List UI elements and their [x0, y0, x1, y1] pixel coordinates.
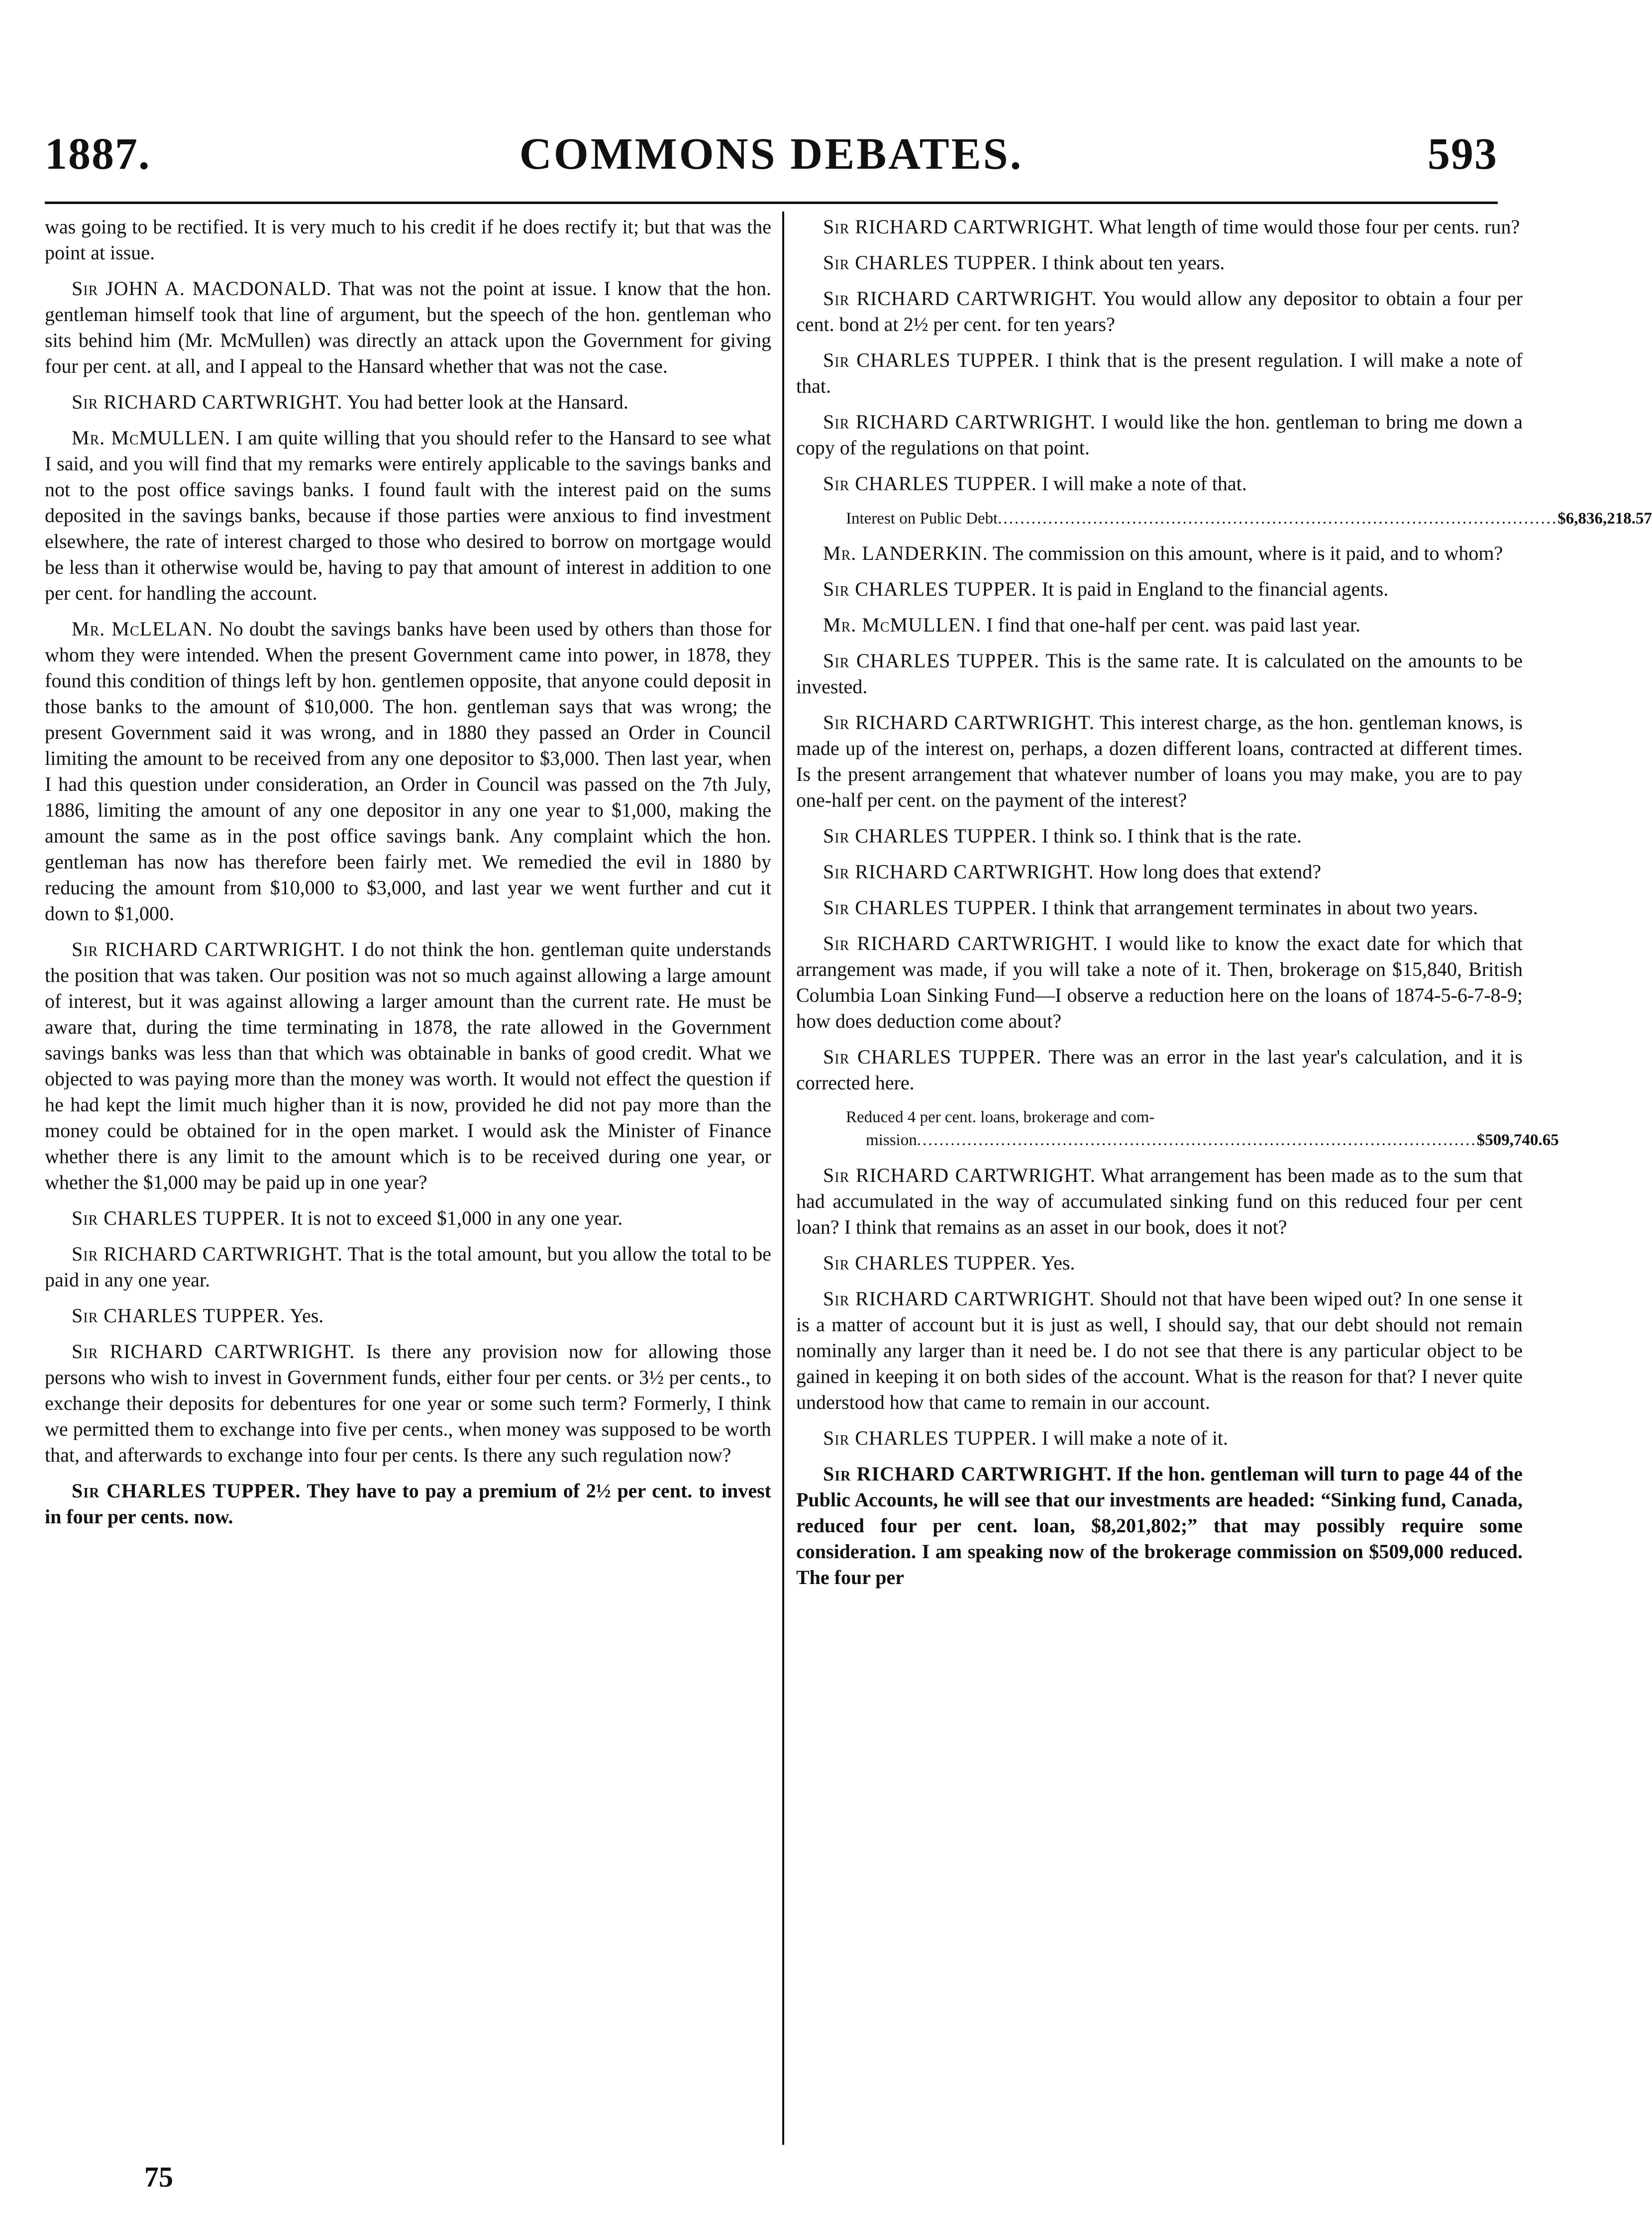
- paragraph: Sir RICHARD CARTWRIGHT. You had better look at the Hansard.: [72, 391, 628, 413]
- speaker-name: Sir RICHARD CARTWRIGHT.: [823, 1463, 1112, 1485]
- signature-mark: 75: [144, 2161, 173, 2193]
- speaker-name: Sir RICHARD CARTWRIGHT.: [72, 938, 345, 960]
- paragraph: Sir RICHARD CARTWRIGHT. That is the total amount, but you allow the total to be paid in any one year.: [45, 1243, 771, 1291]
- paragraph: Sir RICHARD CARTWRIGHT. This interest charge, as the hon. gentleman knows, is made up of the interest on, perhaps, a dozen different loans, contracted at different times. Is the present arrangement that whatever number of loans you may make, you are to pay one-half per cent. on the payment of the interest?: [796, 711, 1523, 811]
- paragraph: Sir RICHARD CARTWRIGHT. You would allow any depositor to obtain a four per cent. bond at 2½ per cent. for ten years?: [796, 287, 1523, 335]
- paragraph: Sir RICHARD CARTWRIGHT. I would like to know the exact date for which that arrangement was made, if you will take a note of it. Then, brokerage on $15,840, British Columbia Loan Sinking Fund—I observe a reduction here on the loans of 1874-5-6-7-8-9; how does deduction come about?: [796, 932, 1523, 1032]
- estimate-item-amount: $509,740.65: [1476, 1131, 1559, 1149]
- paragraph: Sir CHARLES TUPPER. This is the same rate. It is calculated on the amounts to be invested.: [796, 649, 1523, 698]
- header-page-number: 593: [1428, 129, 1498, 179]
- speaker-name: Sir RICHARD CARTWRIGHT.: [823, 932, 1098, 954]
- speaker-name: Sir RICHARD CARTWRIGHT.: [823, 411, 1096, 433]
- speaker-name: Sir RICHARD CARTWRIGHT.: [823, 1164, 1096, 1186]
- speaker-name: Sir RICHARD CARTWRIGHT.: [72, 1243, 343, 1265]
- paragraph: Sir CHARLES TUPPER. Yes.: [72, 1304, 324, 1327]
- speaker-name: Sir CHARLES TUPPER.: [823, 251, 1037, 274]
- speaker-name: Sir CHARLES TUPPER.: [823, 896, 1037, 919]
- paragraph: Sir RICHARD CARTWRIGHT. What length of time would those four per cents. run?: [823, 215, 1520, 238]
- paragraph: Sir RICHARD CARTWRIGHT. I do not think the hon. gentleman quite understands the position that was taken. Our position was not so much against allowing a large amount of interest, but it was against allowing a larger amount than the current rate. He must be aware that, during the time terminating in 1878, the rate allowed in the Government savings banks was less than that which was obtainable in banks of good credit. What we objected to was paying more than the money was worth. It would not effect the question if he had kept the limit much higher than it is now, provided he did not pay more than the money could be obtained for in the open market. I would ask the Minister of Finance whether there is any limit to the amount which is to be received during one year, or whether the $1,000 may be paid up in one year?: [45, 938, 772, 1193]
- paragraph: Sir CHARLES TUPPER. Yes.: [823, 1252, 1075, 1274]
- paragraph: Sir CHARLES TUPPER. They have to pay a premium of 2½ per cent. to invest in four per cents. now.: [45, 1480, 771, 1528]
- estimate-item-interest: [846, 507, 1652, 530]
- paragraph: Sir CHARLES TUPPER. I will make a note of that.: [823, 472, 1247, 495]
- speaker-name: Sir CHARLES TUPPER.: [823, 825, 1037, 847]
- header-rule: [45, 202, 1498, 204]
- speaker-name: Sir RICHARD CARTWRIGHT.: [823, 711, 1095, 734]
- speaker-name: Sir CHARLES TUPPER.: [823, 649, 1040, 672]
- estimate-item-label: Reduced 4 per cent. loans, brokerage and com-: [846, 1108, 1155, 1126]
- paragraph: Sir CHARLES TUPPER. I will make a note of it.: [823, 1427, 1229, 1449]
- paragraph: Mr. McLELAN. No doubt the savings banks have been used by others than those for whom they were intended. When the present Government came into power, in 1878, they found this condition of things left by hon. gentlemen opposite, that anyone could deposit in those banks to the amount of $10,000. The hon. gentleman says that was wrong; the present Government said it was wrong, and in 1880 they passed an Order in Council limiting the amount to be received from any one depositor to $3,000. Then last year, when I had this question under consideration, an Order in Council was passed on the 7th July, 1886, limiting the amount of any one depositor in any one year to $1,000, making the amount the same as in the post office savings bank. Any complaint which the hon. gentleman has now has therefore been fairly met. We remedied the evil in 1880 by reducing the amount from $10,000 to $3,000, and last year we went further and cut it down to $1,000.: [45, 618, 772, 925]
- estimate-item-label-cont: mission: [866, 1131, 917, 1149]
- speaker-name: Sir RICHARD CARTWRIGHT.: [72, 391, 343, 413]
- paragraph: Sir CHARLES TUPPER. I think so. I think that is the rate.: [823, 825, 1302, 847]
- speaker-name: Sir RICHARD CARTWRIGHT.: [823, 860, 1094, 883]
- speaker-name: Sir CHARLES TUPPER.: [72, 1480, 301, 1502]
- paragraph: Sir CHARLES TUPPER. I think about ten years.: [823, 251, 1225, 274]
- paragraph: Sir RICHARD CARTWRIGHT. What arrangement has been made as to the sum that had accumulated in the way of accumulated sinking fund on this reduced four per cent loan? I think that remains as an asset in our book, does it not?: [796, 1164, 1523, 1238]
- paragraph: Sir CHARLES TUPPER. There was an error in the last year's calculation, and it is corrected here.: [796, 1046, 1523, 1094]
- estimate-item-amount: $6,836,218.57: [1557, 510, 1652, 528]
- header-title: COMMONS DEBATES.: [519, 129, 1024, 179]
- speaker-name: Sir CHARLES TUPPER.: [823, 1252, 1037, 1274]
- paragraph: Sir CHARLES TUPPER. It is not to exceed $1,000 in any one year.: [72, 1207, 623, 1229]
- speaker-name: Sir CHARLES TUPPER.: [823, 349, 1040, 371]
- right-column: [796, 214, 1652, 2155]
- estimate-item-reduced-loans: [846, 1106, 1559, 1152]
- paragraph: Sir CHARLES TUPPER. I think that arrangement terminates in about two years.: [823, 896, 1478, 919]
- paragraph: Mr. LANDERKIN. The commission on this amount, where is it paid, and to whom?: [823, 542, 1503, 564]
- paragraph: Sir RICHARD CARTWRIGHT. If the hon. gentleman will turn to page 44 of the Public Accounts, he will see that our investments are headed: “Sinking fund, Canada, reduced four per cent. loan, $8,201,802;” that may possibly require some consideration. I am speaking now of the brokerage commission on $509,000 reduced. The four per: [796, 1463, 1523, 1589]
- left-column: [45, 214, 771, 2155]
- speaker-name: Mr. McMULLEN.: [823, 614, 982, 636]
- paragraph: Sir CHARLES TUPPER. I think that is the present regulation. I will make a note of that.: [796, 349, 1523, 397]
- speaker-name: Sir CHARLES TUPPER.: [823, 578, 1037, 600]
- speaker-name: Sir RICHARD CARTWRIGHT.: [823, 1287, 1095, 1310]
- paragraph: Sir RICHARD CARTWRIGHT. How long does that extend?: [823, 860, 1322, 883]
- speaker-name: Sir CHARLES TUPPER.: [72, 1304, 286, 1327]
- estimate-item-label: Interest on Public Debt: [846, 510, 998, 528]
- column-divider: [782, 212, 784, 2145]
- speaker-name: Sir CHARLES TUPPER.: [823, 472, 1037, 495]
- paragraph: Sir CHARLES TUPPER. It is paid in England to the financial agents.: [823, 578, 1389, 600]
- paragraph: Sir RICHARD CARTWRIGHT. I would like the hon. gentleman to bring me down a copy of the regulations on that point.: [796, 411, 1523, 459]
- speaker-name: Sir RICHARD CARTWRIGHT.: [823, 287, 1097, 310]
- speaker-name: Sir RICHARD CARTWRIGHT.: [823, 215, 1094, 238]
- speaker-name: Sir JOHN A. MACDONALD.: [72, 277, 332, 300]
- paragraph: was going to be rectified. It is very much to his credit if he does rectify it; but that was the point at issue.: [45, 215, 771, 264]
- paragraph: Mr. McMULLEN. I am quite willing that you should refer to the Hansard to see what I said, and you will find that my remarks were entirely applicable to the savings banks and not to the post office savings banks. I found fault with the interest paid on the sums deposited in the savings banks, because if those parties were anxious to find investment elsewhere, the rate of interest charged to those who desired to borrow on mortgage would be less than it otherwise would be, having to pay that amount of interest in addition to one per cent. for handling the account.: [45, 426, 772, 604]
- paragraph: Sir JOHN A. MACDONALD. That was not the point at issue. I know that the hon. gentleman himself took that line of argument, but the speech of the hon. gentleman who sits behind him (Mr. McMullen) was directly an attack upon the Government for giving four per cent. at all, and I appeal to the Hansard whether that was not the case.: [45, 277, 772, 377]
- speaker-name: Sir RICHARD CARTWRIGHT.: [72, 1340, 355, 1363]
- header-year: 1887.: [45, 129, 151, 179]
- speaker-name: Mr. McMULLEN.: [72, 426, 231, 449]
- leader-dots: ....................................................................................................: [998, 510, 1558, 528]
- speaker-name: Mr. LANDERKIN.: [823, 542, 988, 564]
- paragraph: Mr. McMULLEN. I find that one-half per cent. was paid last year.: [823, 614, 1361, 636]
- leader-dots: ....................................................................................................: [917, 1131, 1477, 1149]
- speaker-name: Sir CHARLES TUPPER.: [72, 1207, 286, 1229]
- paragraph: Sir RICHARD CARTWRIGHT. Is there any provision now for allowing those persons who wish to invest in Government funds, either four per cents. or 3½ per cents., to exchange their deposits for debentures for one year or some such term? Formerly, I think we permitted them to exchange into five per cents., when money was supposed to be worth that, and afterwards to exchange into four per cents. Is there any such regulation now?: [45, 1340, 772, 1466]
- paragraph: Sir RICHARD CARTWRIGHT. Should not that have been wiped out? In one sense it is a matter of account but it is just as well, I should say, that our debt should not remain nominally any larger than it need be. I do not see that there is any particular object to be gained in keeping it on both sides of the account. What is the reason for that? I never quite understood how that came to remain in our account.: [796, 1287, 1523, 1413]
- speaker-name: Mr. McLELAN.: [72, 618, 213, 640]
- speaker-name: Sir CHARLES TUPPER.: [823, 1046, 1042, 1068]
- page-header: [45, 127, 1498, 192]
- speaker-name: Sir CHARLES TUPPER.: [823, 1427, 1037, 1449]
